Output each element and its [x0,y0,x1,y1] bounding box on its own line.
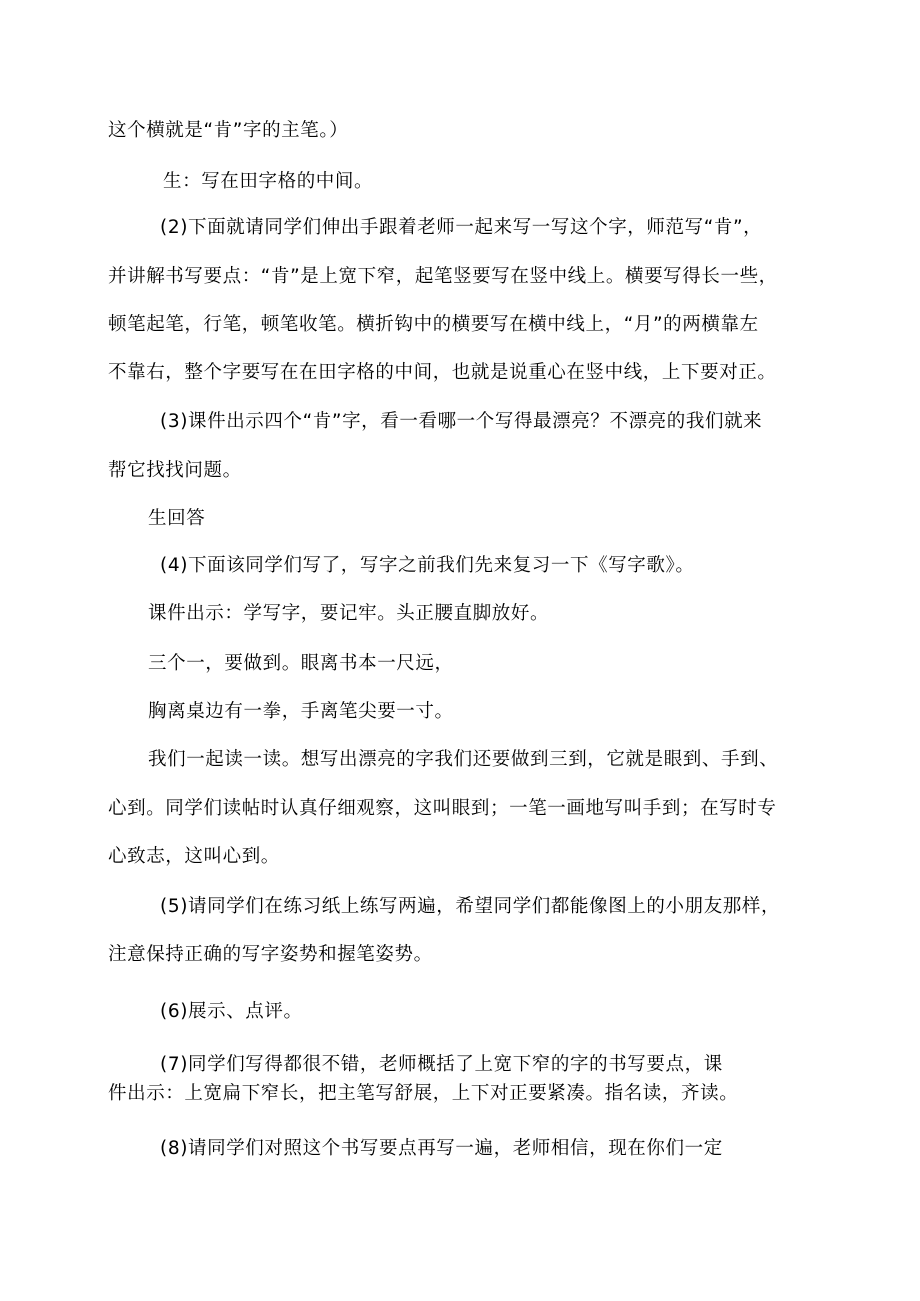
text-line: 注意保持正确的写字姿势和握笔姿势。 [108,944,433,965]
text-line: 三个一，要做到。眼离书本一尺远， [148,653,454,674]
text-line: 不靠右，整个字要写在在田字格的中间，也就是说重心在竖中线，上下要对正。 [108,362,777,383]
text-line: 并讲解书写要点：“肯”是上宽下窄，起笔竖要写在竖中线上。横要写得长一些， [108,266,778,287]
text-line: (8)请同学们对照这个书写要点再写一遍，老师相信，现在你们一定 [160,1138,723,1159]
text-line: (7)同学们写得都很不错，老师概括了上宽下窄的字的书写要点，课 [160,1054,723,1075]
text-line: 生：写在田字格的中间。 [163,171,374,192]
text-line: 课件出示：学写字，要记牢。头正腰直脚放好。 [148,603,550,624]
text-line: (3)课件出示四个“肯”字，看一看哪一个写得最漂亮？不漂亮的我们就来 [160,411,763,432]
text-line: 顿笔起笔，行笔，顿笔收笔。横折钩中的横要写在横中线上，“月”的两横靠左 [108,314,759,335]
text-line: (5)请同学们在练习纸上练写两遍，希望同学们都能像图上的小朋友那样， [160,896,781,917]
text-line: 胸离桌边有一拳，手离笔尖要一寸。 [148,701,454,722]
text-line: 心到。同学们读帖时认真仔细观察，这叫眼到；一笔一画地写叫手到；在写时专 [108,798,777,819]
text-line: 我们一起读一读。想写出漂亮的字我们还要做到三到，它就是眼到、手到、 [148,749,779,770]
text-line: 心致志，这叫心到。 [108,846,280,867]
text-line: (4)下面该同学们写了，写字之前我们先来复习一下《写字歌》。 [160,555,695,576]
text-line: 生回答 [148,508,206,529]
text-line: 帮它找找问题。 [108,460,242,481]
text-line: 件出示：上宽扁下窄长，把主笔写舒展，上下对正要紧凑。指名读，齐读。 [108,1083,739,1104]
text-line: 这个横就是“肯”字的主笔。） [108,120,349,141]
text-line: (2)下面就请同学们伸出手跟着老师一起来写一写这个字，师范写“肯”， [160,217,763,238]
text-line: (6)展示、点评。 [160,1001,303,1022]
